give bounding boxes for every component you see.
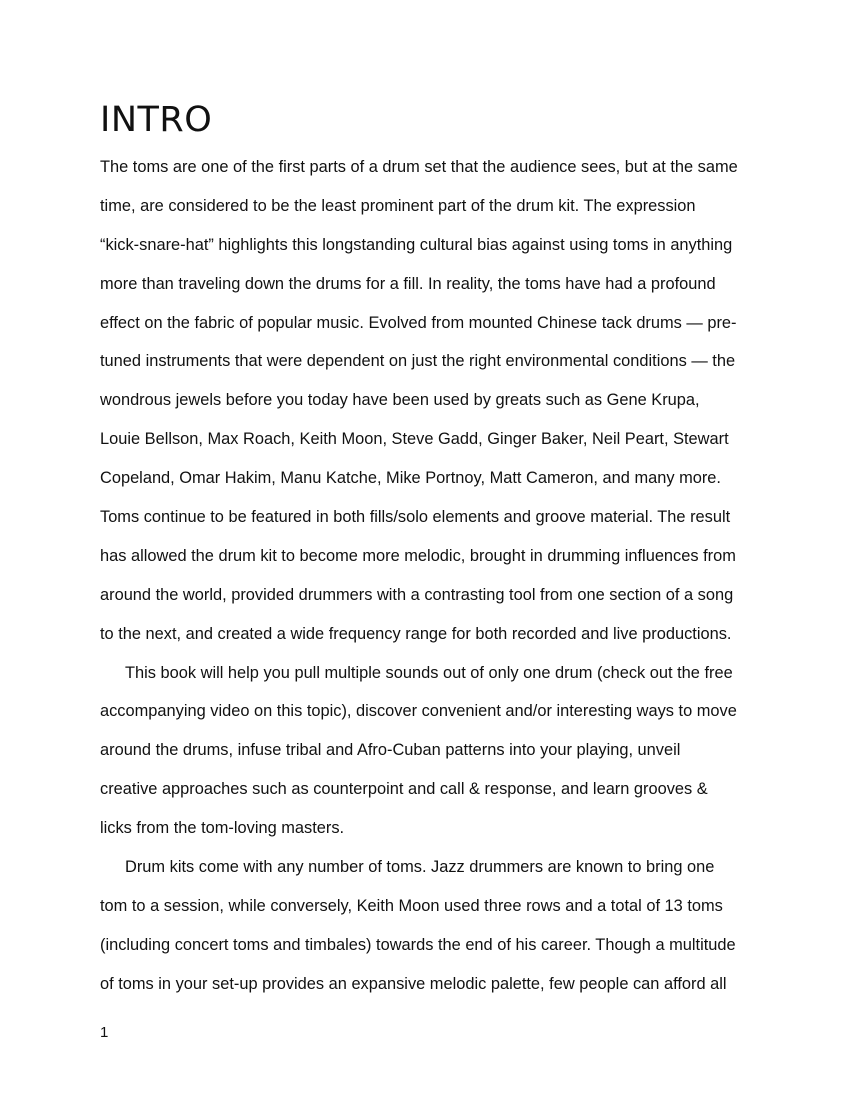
text-line: to the next, and created a wide frequency range for both recorded and live productions.	[100, 624, 732, 643]
text-line: effect on the fabric of popular music. Evolved from mounted Chinese tack drums — pre-	[100, 313, 737, 332]
text-line: The toms are one of the first parts of a drum set that the audience sees, but at the same	[100, 158, 738, 176]
text-line: has allowed the drum kit to become more melodic, brought in drumming influences from	[100, 546, 736, 565]
text-line: This book will help you pull multiple sounds out of only one drum (check out the free	[125, 663, 733, 682]
text-line: time, are considered to be the least prominent part of the drum kit. The expression	[100, 196, 696, 215]
text-line: Copeland, Omar Hakim, Manu Katche, Mike Portnoy, Matt Cameron, and many more.	[100, 469, 721, 488]
text-line: Toms continue to be featured in both fills/solo elements and groove material. The result	[100, 508, 731, 527]
text-line: creative approaches such as counterpoint and call & response, and learn grooves &	[100, 780, 708, 799]
text-line: tuned instruments that were dependent on just the right environmental conditions — the	[100, 352, 736, 371]
page-number: 1	[100, 1024, 109, 1041]
page-title: INTRO	[100, 100, 213, 140]
text-line: Louie Bellson, Max Roach, Keith Moon, Steve Gadd, Ginger Baker, Neil Peart, Stewart	[100, 430, 729, 449]
text-line: around the drums, infuse tribal and Afro-Cuban patterns into your playing, unveil	[100, 741, 681, 760]
text-line: “kick-snare-hat” highlights this longstanding cultural bias against using toms in anything	[100, 235, 733, 254]
text-line: tom to a session, while conversely, Keith Moon used three rows and a total of 13 toms	[100, 896, 723, 915]
text-line: around the world, provided drummers with a contrasting tool from one section of a song	[100, 585, 734, 604]
text-line: more than traveling down the drums for a fill. In reality, the toms have had a profound	[100, 274, 716, 293]
text-line: Drum kits come with any number of toms. Jazz drummers are known to bring one	[125, 858, 715, 877]
text-line: (including concert toms and timbales) towards the end of his career. Though a multitude	[100, 935, 736, 954]
text-line: wondrous jewels before you today have been used by greats such as Gene Krupa,	[100, 391, 700, 410]
text-line: of toms in your set-up provides an expansive melodic palette, few people can afford all	[100, 974, 727, 993]
text-line: accompanying video on this topic), discover convenient and/or interesting ways to move	[100, 702, 737, 721]
text-line: licks from the tom-loving masters.	[100, 819, 345, 838]
body-text	[100, 148, 760, 1004]
